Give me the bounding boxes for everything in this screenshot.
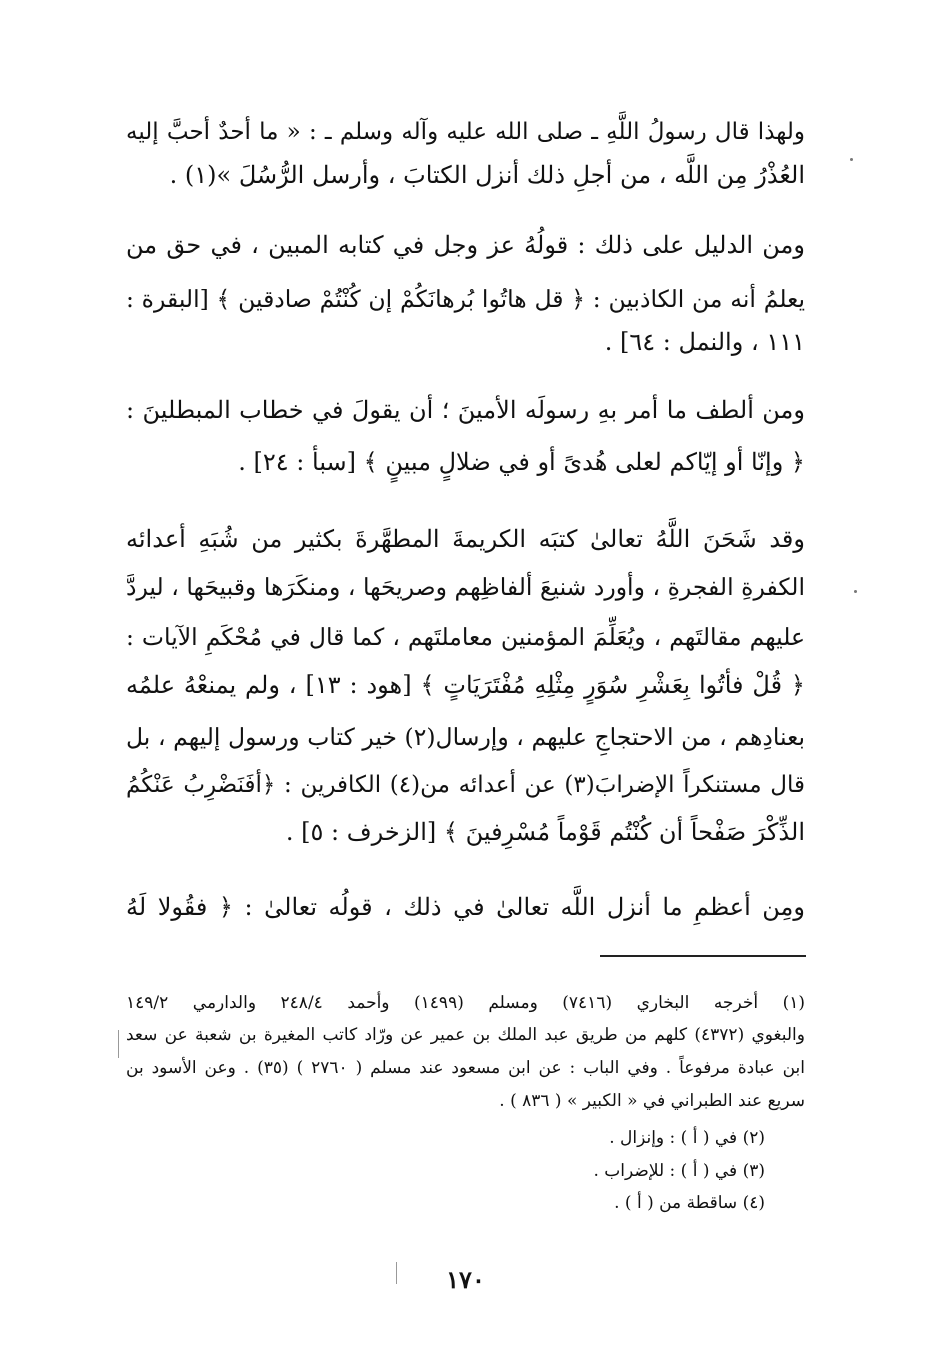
body-line: وقد شَحَنَ اللَّهُ تعالىٰ كتبَه الكريمةَ المطهَّرةَ بكثير من شُبَهِ أعدائه	[126, 525, 805, 553]
body-line: ولهذا قال رسولُ اللَّهِ ـ صلى الله عليه وآله وسلم ـ : « ما أحدٌ أحبَّ إليه	[126, 119, 805, 145]
scan-speck	[854, 590, 857, 593]
body-line: ومن ألطف ما أمر بهِ رسولَه الأمينَ ؛ أن يقولَ في خطاب المبطلينَ :	[126, 396, 805, 424]
scan-mark	[118, 1030, 119, 1058]
footnote-line: سريع عند الطبراني في « الكبير » ( ٨٣٦ ) .	[499, 1091, 805, 1111]
body-line: عليهم مقالتَهم ، ويُعَلِّمَ المؤمنين معاملتَهم ، كما قال في مُحْكَمِ الآيات :	[126, 623, 805, 651]
footnote-line: والبغوي (٤٣٧٢) كلهم من طريق عبد الملك بن عمير عن ورّاد كاتب المغيرة بن شعبة عن سعد	[126, 1025, 805, 1045]
body-line: ﴿ وإنّا أو إيّاكم لعلى هُدىً أو في ضلالٍ مبينٍ ﴾ [سبأ : ٢٤] .	[238, 448, 805, 476]
body-line: بعنادِهم ، من الاحتجاجِ عليهم ، وإرسال(٢) خير كتاب ورسول إليهم ، بل	[126, 723, 805, 751]
body-line: ومِن أعظمِ ما أنزل اللَّه تعالىٰ في ذلك ، قولُه تعالىٰ : ﴿ فقُولا لَهُ	[126, 893, 805, 921]
footnote-line: (٢) في ( أ ) : وإنزال .	[609, 1128, 765, 1148]
scan-speck	[850, 158, 853, 161]
body-line: الذِّكْرَ صَفْحاً أن كُنْتُم قَوْماً مُسْرِفينَ ﴾ [الزخرف : ٥] .	[285, 818, 805, 846]
body-line: العُذْرُ مِن اللَّه ، من أجلِ ذلك أنزل الكتابَ ، وأرسل الرُّسُلَ »(١) .	[169, 161, 805, 189]
footnote-separator	[600, 955, 806, 957]
footnote-line: ابن عبادة مرفوعاً . وفي الباب : عن ابن مسعود عند مسلم ( ٢٧٦٠ ) (٣٥) . وعن الأسود بن	[126, 1058, 805, 1078]
scan-mark	[396, 1262, 397, 1284]
body-line: ﴿ قُلْ فأتُوا بِعَشْرِ سُوَرٍ مِثْلِهِ مُفْتَرَيَاتٍ ﴾ [هود : ١٣] ، ولم يمنعْهُ علمُه	[126, 671, 805, 699]
footnote-line: (٣) في ( أ ) : للإضراب .	[593, 1161, 765, 1181]
body-line: قال مستنكراً الإضرابَ(٣) عن أعدائه من(٤) الكافرين : ﴿أفَنَضْرِبُ عَنْكُمُ	[126, 772, 805, 798]
page-number: ١٧٠	[446, 1265, 485, 1294]
body-line: ومن الدليل على ذلك : قولُهُ عز وجل في كتابه المبين ، في حق من	[126, 231, 805, 259]
footnote-line: (١) أخرجه البخاري (٧٤١٦) ومسلم (١٤٩٩) وأحمد ٢٤٨/٤ والدارمي ١٤٩/٢	[126, 993, 805, 1013]
body-line: يعلمُ أنه من الكاذبين : ﴿ قل هاتُوا بُرهانَكُمْ إن كُنْتُمْ صادقين ﴾ [البقرة :	[126, 285, 805, 313]
body-line: ١١١ ، والنمل : ٦٤] .	[604, 328, 805, 356]
footnote-line: (٤) ساقطة من ( أ ) .	[614, 1193, 765, 1213]
body-line: الكفرةِ الفجرةِ ، وأورد شنيعَ ألفاظِهم وصريحَها ، ومنكَرَها وقبيحَها ، ليردَّ	[126, 573, 805, 601]
